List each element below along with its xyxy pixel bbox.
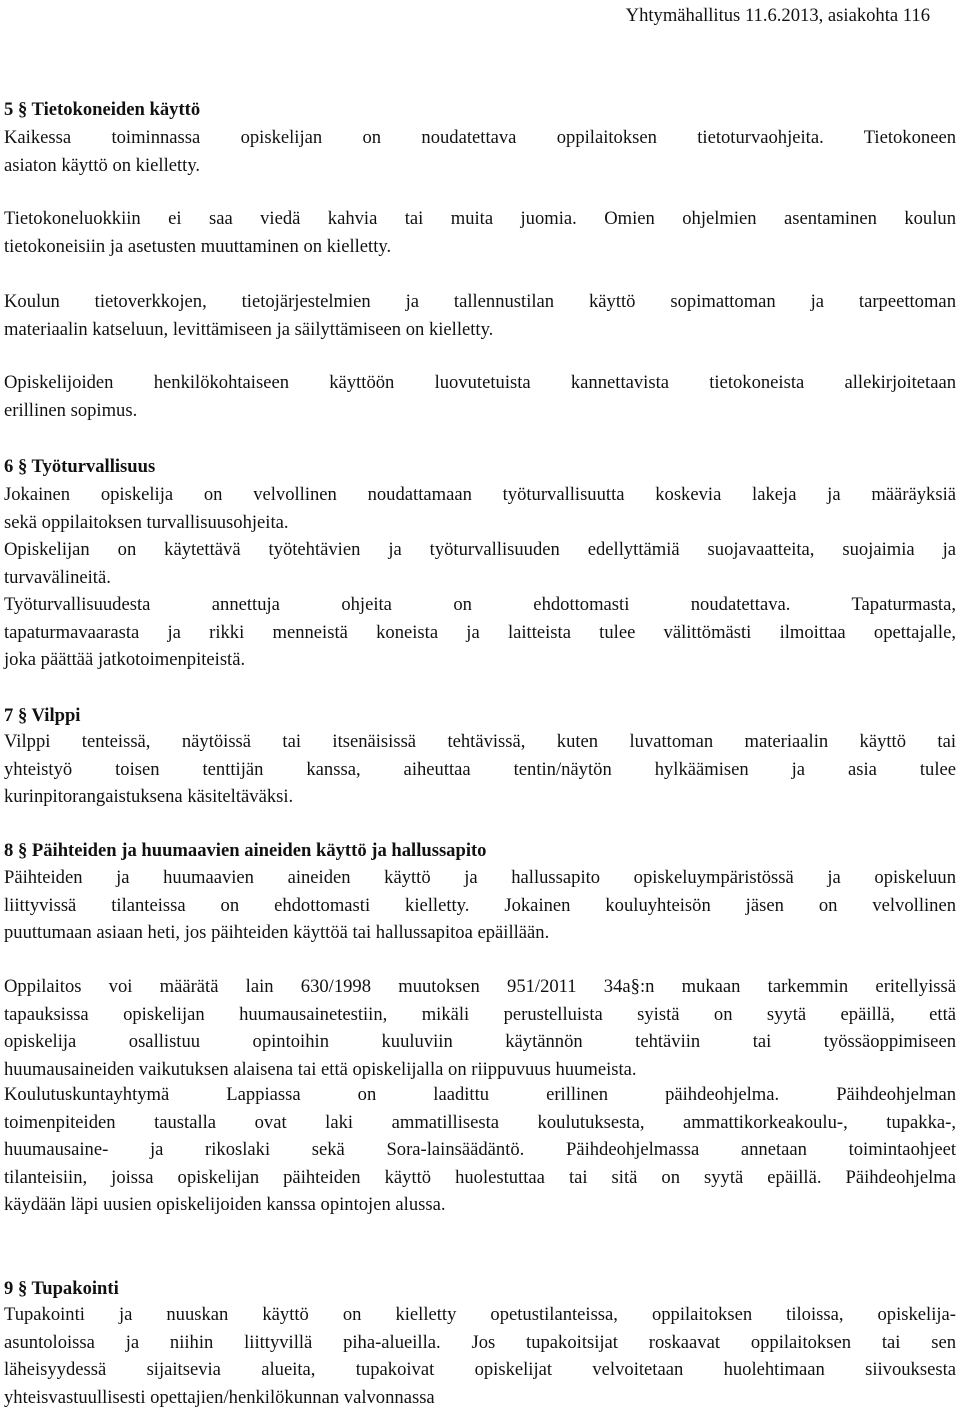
text-line: tapaturmavaarasta ja rikki menneistä koneista ja laitteista tulee välittömästi ilmoittaa opettajalle, [4, 619, 956, 647]
section-8-paragraph-2 [4, 973, 956, 1083]
section-5-paragraph-3 [4, 288, 956, 343]
section-7-heading: 7 § Vilppi [4, 702, 956, 730]
section-8-paragraph-1 [4, 864, 956, 947]
text-line: Oppilaitos voi määrätä lain 630/1998 muutoksen 951/2011 34a§:n mukaan tarkemmin eritellyissä [4, 973, 956, 1001]
text-line: Päihteiden ja huumaavien aineiden käyttö ja hallussapito opiskeluympäristössä ja opiskeluun [4, 864, 956, 892]
text-line: materiaalin katseluun, levittämiseen ja säilyttämiseen on kielletty. [4, 316, 956, 344]
text-line: turvavälineitä. [4, 564, 956, 592]
text-line: yhteistyö toisen tenttijän kanssa, aiheuttaa tentin/näytön hylkäämisen ja asia tulee [4, 756, 956, 784]
section-8-heading: 8 § Päihteiden ja huumaavien aineiden käyttö ja hallussapito [4, 837, 956, 865]
text-line: asuntoloissa ja niihin liittyvillä piha-alueilla. Jos tupakoitsijat roskaavat oppilaitoksen tai sen [4, 1329, 956, 1357]
section-9-heading: 9 § Tupakointi [4, 1275, 956, 1303]
text-line: läheisyydessä sijaitsevia alueita, tupakoivat opiskelijat velvoitetaan huolehtimaan siivouksesta [4, 1356, 956, 1384]
section-6-paragraph-1 [4, 481, 956, 536]
section-5-paragraph-1 [4, 124, 956, 179]
text-line: Kaikessa toiminnassa opiskelijan on noudatettava oppilaitoksen tietoturvaohjeita. Tietokoneen [4, 124, 956, 152]
text-line: Opiskelijoiden henkilökohtaiseen käyttöön luovutetuista kannettavista tietokoneista allekirjoitetaan [4, 369, 956, 397]
text-line: Koulun tietoverkkojen, tietojärjestelmien ja tallennustilan käyttö sopimattoman ja tarpeettoman [4, 288, 956, 316]
text-line: sekä oppilaitoksen turvallisuusohjeita. [4, 509, 956, 537]
running-head: Yhtymähallitus 11.6.2013, asiakohta 116 [626, 2, 930, 30]
section-5-paragraph-2 [4, 205, 956, 260]
text-line: yhteisvastuullisesti opettajien/henkilökunnan valvonnassa [4, 1384, 956, 1411]
text-line: tapauksissa opiskelijan huumausainetestiin, mikäli perustelluista syistä on syytä epäillä, että [4, 1001, 956, 1029]
text-line: Tupakointi ja nuuskan käyttö on kielletty opetustilanteissa, oppilaitoksen tiloissa, opiskelija- [4, 1301, 956, 1329]
text-line: joka päättää jatkotoimenpiteistä. [4, 646, 956, 674]
text-line: asiaton käyttö on kielletty. [4, 152, 956, 180]
text-line: Tietokoneluokkiin ei saa viedä kahvia tai muita juomia. Omien ohjelmien asentaminen koulun [4, 205, 956, 233]
text-line: erillinen sopimus. [4, 397, 956, 425]
text-line: puuttumaan asiaan heti, jos päihteiden käyttöä tai hallussapitoa epäillään. [4, 919, 956, 947]
text-line: opiskelija osallistuu opintoihin kuuluviin käytännön tehtäviin tai työssäoppimiseen [4, 1028, 956, 1056]
text-line: huumausaineiden vaikutuksen alaisena tai että opiskelijalla on riippuvuus huumeista. [4, 1056, 956, 1084]
text-line: liittyvissä tilanteissa on ehdottomasti kielletty. Jokainen kouluyhteisön jäsen on velvollinen [4, 892, 956, 920]
text-line: Opiskelijan on käytettävä työtehtävien ja työturvallisuuden edellyttämiä suojavaatteita, suojaimia ja [4, 536, 956, 564]
section-5-paragraph-4 [4, 369, 956, 424]
text-line: tilanteisiin, joissa opiskelijan päihteiden käyttö huolestuttaa tai sitä on syytä epäillä. Päihdeohjelma [4, 1164, 956, 1192]
text-line: toimenpiteiden taustalla ovat laki ammatillisesta koulutuksesta, ammattikorkeakoulu-, tupakka-, [4, 1109, 956, 1137]
text-line: huumausaine- ja rikoslaki sekä Sora-lainsäädäntö. Päihdeohjelmassa annetaan toimintaohjeet [4, 1136, 956, 1164]
section-6-paragraph-3 [4, 591, 956, 674]
text-line: Vilppi tenteissä, näytöissä tai itsenäisissä tehtävissä, kuten luvattoman materiaalin käyttö tai [4, 728, 956, 756]
text-line: tietokoneisiin ja asetusten muuttaminen on kielletty. [4, 233, 956, 261]
section-6-heading: 6 § Työturvallisuus [4, 453, 956, 481]
section-8-paragraph-3 [4, 1081, 956, 1219]
section-6-paragraph-2 [4, 536, 956, 591]
text-line: Koulutuskuntayhtymä Lappiassa on laadittu erillinen päihdeohjelma. Päihdeohjelman [4, 1081, 956, 1109]
text-line: kurinpitorangaistuksena käsiteltäväksi. [4, 783, 956, 811]
text-line: Jokainen opiskelija on velvollinen noudattamaan työturvallisuutta koskevia lakeja ja määräyksiä [4, 481, 956, 509]
text-line: käydään läpi uusien opiskelijoiden kanssa opintojen alussa. [4, 1191, 956, 1219]
section-7-paragraph-1 [4, 728, 956, 811]
section-5-heading: 5 § Tietokoneiden käyttö [4, 96, 956, 124]
section-9-paragraph-1 [4, 1301, 956, 1411]
text-line: Työturvallisuudesta annettuja ohjeita on ehdottomasti noudatettava. Tapaturmasta, [4, 591, 956, 619]
